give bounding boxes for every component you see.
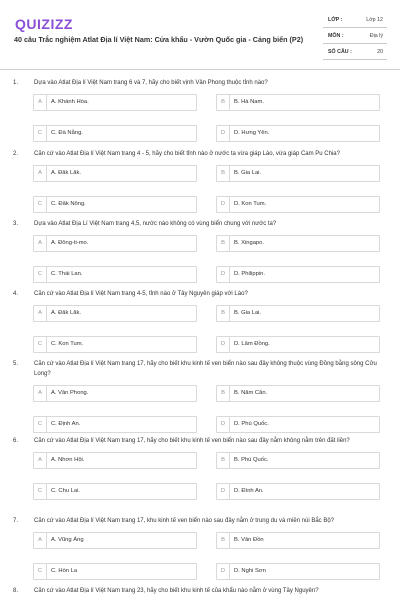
answer-option-c[interactable] bbox=[33, 336, 197, 353]
answer-option-b[interactable] bbox=[216, 385, 380, 402]
answer-option-b[interactable] bbox=[216, 94, 380, 111]
question-text: Căn cứ vào Atlat Địa lí Việt Nam trang 4 - 5, hãy cho biết tỉnh nào ở nước ta vừa giáp Lào, vừa giáp Cam Pu Chia? bbox=[34, 151, 340, 157]
option-text: B. Gia Lai. bbox=[234, 170, 262, 176]
question-text: Dựa vào Atlat Địa lí Việt Nam trang 6 và 7, hãy cho biết vịnh Vân Phong thuộc tỉnh nào? bbox=[34, 80, 268, 86]
option-text: A. Đăk Lăk. bbox=[51, 170, 81, 176]
answer-option-a[interactable] bbox=[33, 452, 197, 469]
option-text: D. Lâm Đồng. bbox=[234, 341, 270, 347]
meta-key: SỐ CÂU : bbox=[328, 49, 352, 55]
question-number: 8. bbox=[13, 588, 19, 594]
quizizz-logo: QUIZIZZ bbox=[15, 16, 73, 32]
option-text: D. Phú Quốc. bbox=[234, 421, 269, 427]
option-letter: D bbox=[217, 337, 230, 352]
option-text: C. Chu Lai. bbox=[51, 488, 80, 494]
question-8 bbox=[0, 586, 400, 596]
option-letter: B bbox=[217, 236, 230, 251]
option-text: D. Philippin. bbox=[234, 271, 265, 277]
answer-option-d[interactable] bbox=[216, 416, 380, 433]
option-text: C. Hòn La bbox=[51, 568, 78, 574]
option-text: A. Khánh Hòa. bbox=[51, 99, 89, 105]
option-letter: D bbox=[217, 564, 230, 579]
answer-options bbox=[33, 235, 378, 285]
answer-option-a[interactable] bbox=[33, 165, 197, 182]
answer-option-c[interactable] bbox=[33, 416, 197, 433]
question-4 bbox=[0, 289, 400, 355]
question-number: 7. bbox=[13, 518, 19, 524]
option-letter: A bbox=[34, 386, 47, 401]
answer-option-d[interactable] bbox=[216, 483, 380, 500]
option-text: B. Xingapo. bbox=[234, 240, 264, 246]
option-letter: C bbox=[34, 197, 47, 212]
answer-option-b[interactable] bbox=[216, 452, 380, 469]
question-6 bbox=[0, 436, 400, 502]
question-number: 1. bbox=[13, 80, 19, 86]
option-letter: C bbox=[34, 126, 47, 141]
option-text: D. Đình An. bbox=[234, 488, 264, 494]
question-text: Căn cứ vào Atlat Địa lí Việt Nam trang 23, hãy cho biết khu kinh tế của khẩu nào nằm ở vùng Tây Nguyên? bbox=[34, 588, 319, 594]
answer-options bbox=[33, 385, 378, 435]
meta-key: MÔN : bbox=[328, 33, 344, 39]
question-1 bbox=[0, 78, 400, 144]
option-text: A. Vũng Áng bbox=[51, 537, 84, 543]
answer-option-c[interactable] bbox=[33, 266, 197, 283]
option-letter: D bbox=[217, 197, 230, 212]
question-5 bbox=[0, 359, 400, 435]
option-letter: A bbox=[34, 453, 47, 468]
meta-row-class bbox=[323, 12, 387, 28]
question-text: Căn cứ vào Atlat Địa lí Việt Nam trang 17, hãy cho biết khu kinh tế ven biển nào sau đây nằm không nằm trên đất liền? bbox=[34, 438, 350, 444]
meta-value: Địa lý bbox=[369, 33, 383, 39]
answer-option-d[interactable] bbox=[216, 196, 380, 213]
answer-option-a[interactable] bbox=[33, 532, 197, 549]
question-text: Căn cứ vào Atlat Địa lí Việt Nam trang 4-5, tỉnh nào ở Tây Nguyên giáp với Lào? bbox=[34, 291, 248, 297]
option-text: A. Nhơn Hội. bbox=[51, 457, 85, 463]
question-3 bbox=[0, 219, 400, 285]
option-text: C. Đăk Nông. bbox=[51, 201, 86, 207]
option-letter: D bbox=[217, 417, 230, 432]
option-text: D. Nghi Sơn bbox=[234, 568, 266, 574]
question-2 bbox=[0, 149, 400, 215]
question-text: Căn cứ vào Atlat Địa lí Việt Nam trang 17, khu kinh tế ven biển nào sau đây nằm ở trung du và miền núi Bắc Bộ? bbox=[34, 518, 335, 524]
option-text: B. Vân Đồn bbox=[234, 537, 264, 543]
option-letter: D bbox=[217, 484, 230, 499]
answer-option-c[interactable] bbox=[33, 125, 197, 142]
option-letter: B bbox=[217, 306, 230, 321]
option-letter: D bbox=[217, 126, 230, 141]
option-text: D. Hưng Yên. bbox=[234, 130, 270, 136]
option-letter: B bbox=[217, 453, 230, 468]
answer-option-c[interactable] bbox=[33, 196, 197, 213]
option-letter: A bbox=[34, 306, 47, 321]
meta-value: Lớp 12 bbox=[366, 17, 383, 23]
option-text: B. Gia Lai. bbox=[234, 310, 262, 316]
question-text: Căn cứ vào Atlat Địa lí Việt Nam trang 17, hãy cho biết khu kinh tế ven biển nào sau đây không thuộc vùng Đồng bằng sông Cửu Long? bbox=[34, 361, 377, 377]
header-divider bbox=[0, 69, 400, 70]
question-number: 2. bbox=[13, 151, 19, 157]
option-text: B. Phú Quốc. bbox=[234, 457, 269, 463]
answer-option-a[interactable] bbox=[33, 305, 197, 322]
option-text: C. Định An. bbox=[51, 421, 81, 427]
answer-options bbox=[33, 532, 378, 582]
option-text: D. Kon Tum. bbox=[234, 201, 267, 207]
option-letter: B bbox=[217, 95, 230, 110]
option-letter: B bbox=[217, 533, 230, 548]
option-text: B. Năm Căn. bbox=[234, 390, 268, 396]
meta-row-subject bbox=[323, 28, 387, 44]
meta-value: 20 bbox=[377, 49, 383, 55]
option-letter: B bbox=[217, 166, 230, 181]
answer-option-b[interactable] bbox=[216, 532, 380, 549]
option-text: A. Vân Phong. bbox=[51, 390, 89, 396]
question-7 bbox=[0, 516, 400, 582]
option-letter: C bbox=[34, 417, 47, 432]
option-letter: B bbox=[217, 386, 230, 401]
option-letter: A bbox=[34, 533, 47, 548]
answer-option-b[interactable] bbox=[216, 165, 380, 182]
meta-row-count bbox=[323, 44, 387, 60]
worksheet-header bbox=[0, 0, 400, 64]
option-letter: D bbox=[217, 267, 230, 282]
answer-option-d[interactable] bbox=[216, 336, 380, 353]
answer-option-a[interactable] bbox=[33, 235, 197, 252]
option-text: A. Đông-ti-mo. bbox=[51, 240, 89, 246]
meta-panel bbox=[323, 12, 387, 60]
question-number: 5. bbox=[13, 361, 19, 367]
meta-key: LỚP : bbox=[328, 17, 343, 23]
answer-option-b[interactable] bbox=[216, 235, 380, 252]
question-text: Dựa vào Atlat Địa Lí Việt Nam trang 4,5, nước nào không có vùng biển chung với nước ta? bbox=[34, 221, 277, 227]
option-text: C. Đà Nẵng. bbox=[51, 130, 83, 136]
option-text: C. Kon Tum. bbox=[51, 341, 84, 347]
answer-option-d[interactable] bbox=[216, 125, 380, 142]
answer-option-c[interactable] bbox=[33, 563, 197, 580]
answer-options bbox=[33, 452, 378, 502]
option-letter: C bbox=[34, 564, 47, 579]
option-letter: C bbox=[34, 267, 47, 282]
answer-option-a[interactable] bbox=[33, 94, 197, 111]
answer-option-b[interactable] bbox=[216, 305, 380, 322]
question-number: 4. bbox=[13, 291, 19, 297]
option-text: A. Đăk Lăk. bbox=[51, 310, 81, 316]
option-letter: A bbox=[34, 166, 47, 181]
option-text: C. Thái Lan. bbox=[51, 271, 83, 277]
answer-option-d[interactable] bbox=[216, 266, 380, 283]
answer-options bbox=[33, 94, 378, 144]
question-number: 6. bbox=[13, 438, 19, 444]
option-letter: A bbox=[34, 95, 47, 110]
worksheet-title: 40 câu Trắc nghiệm Atlat Địa lí Việt Nam: Cửa khẩu - Vườn Quốc gia - Cảng biển (P2) bbox=[14, 35, 304, 44]
option-letter: C bbox=[34, 337, 47, 352]
answer-options bbox=[33, 165, 378, 215]
answer-option-a[interactable] bbox=[33, 385, 197, 402]
option-letter: C bbox=[34, 484, 47, 499]
answer-option-c[interactable] bbox=[33, 483, 197, 500]
option-text: B. Hà Nam. bbox=[234, 99, 264, 105]
question-number: 3. bbox=[13, 221, 19, 227]
answer-option-d[interactable] bbox=[216, 563, 380, 580]
answer-options bbox=[33, 305, 378, 355]
option-letter: A bbox=[34, 236, 47, 251]
